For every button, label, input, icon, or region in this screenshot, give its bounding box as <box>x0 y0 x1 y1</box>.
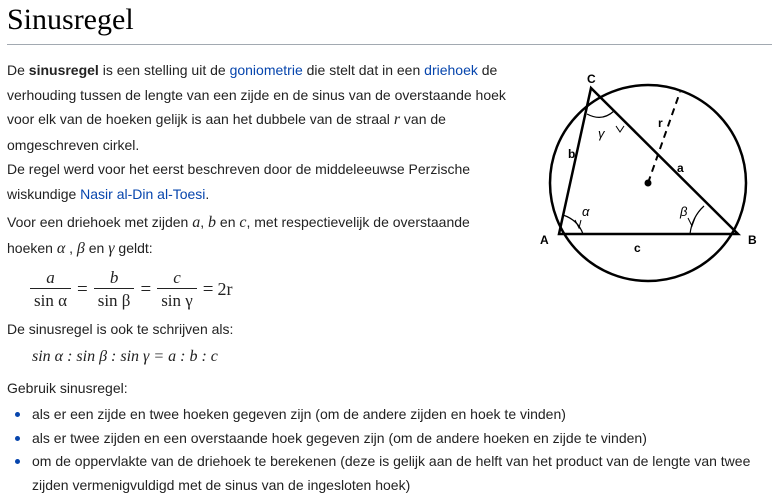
triangle-circle-figure <box>530 70 770 290</box>
side-label-b: b <box>568 147 576 161</box>
alt-form-paragraph: De sinusregel is ook te schrijven als: <box>7 321 234 337</box>
list-item <box>12 450 772 497</box>
usage-list <box>12 403 772 497</box>
var-a: a <box>192 214 201 231</box>
vertex-label-a: A <box>540 233 549 247</box>
fraction-a <box>30 268 71 311</box>
history-paragraph <box>7 157 517 206</box>
link-goniometrie[interactable]: goniometrie <box>229 62 303 78</box>
var-c: c <box>239 214 247 231</box>
formula-rhs: 2r <box>217 279 233 299</box>
arc-gamma <box>587 111 614 117</box>
side-label-c: c <box>634 241 641 255</box>
title-divider <box>7 44 772 45</box>
bullet-icon <box>15 412 20 417</box>
arrow-alpha <box>575 220 581 228</box>
definition-paragraph <box>7 210 517 261</box>
intro-text-3: die stelt dat in een <box>302 62 425 78</box>
intro-text-2: is een stelling uit de <box>98 62 230 78</box>
fraction-c-denominator: sin γ <box>157 288 197 311</box>
var-beta: β <box>76 239 85 257</box>
var-b: b <box>208 214 217 231</box>
fraction-b-denominator: sin β <box>94 288 135 311</box>
arrow-gamma <box>616 126 624 132</box>
page-title: Sinusregel <box>7 3 134 36</box>
vertex-label-b: B <box>748 233 757 247</box>
intro-paragraph <box>7 58 517 157</box>
def-sep-1: , <box>200 214 209 230</box>
def-text-5: geldt: <box>114 239 153 256</box>
fraction-c <box>157 268 197 311</box>
intro-text-4: de verhouding tussen de lengte van een zijde en de sinus van de overstaande hoek voor elk van de hoeken gelijk is aan het dubbele van de straal <box>7 62 506 127</box>
link-nasir-al-din[interactable]: Nasir al-Din al-Toesi <box>80 185 206 202</box>
fraction-b-numerator: b <box>109 268 119 287</box>
radius-line <box>648 92 680 183</box>
link-driehoek[interactable]: driehoek <box>424 62 478 78</box>
usage-heading: Gebruik sinusregel: <box>7 380 128 396</box>
list-item-text: als er twee zijden en een overstaande hoek gegeven zijn (om de andere hoeken en zijde te vinden) <box>32 429 647 446</box>
intro-text-1: De <box>7 62 29 78</box>
center-point <box>645 180 652 187</box>
sine-rule-formula <box>28 268 233 311</box>
bullet-icon <box>15 436 20 441</box>
arc-beta <box>690 206 704 234</box>
list-item <box>12 427 772 451</box>
list-item-text: als er een zijde en twee hoeken gegeven zijn (om de andere zijden en hoek te vinden) <box>32 406 566 422</box>
equals-sign-1: = <box>77 278 88 300</box>
def-sep-2: , <box>65 239 77 256</box>
var-gamma: γ <box>108 239 115 257</box>
fraction-b <box>94 268 135 311</box>
angle-label-beta: β <box>680 204 688 219</box>
equals-sign-3: = <box>202 278 214 300</box>
var-alpha: α <box>56 239 66 257</box>
term-sinusregel: sinusregel <box>28 62 99 78</box>
angle-label-gamma: γ <box>598 126 605 141</box>
ratio-formula: sin α : sin β : sin γ = a : b : c <box>32 348 218 365</box>
def-text-3: , met respectievelijk de overstaande hoeken <box>7 214 470 256</box>
intro-text-5: van de omgeschreven cirkel. <box>7 111 446 153</box>
radius-label: r <box>658 116 663 130</box>
history-text: De regel werd voor het eerst beschreven door de middeleeuwse Perzische wiskundige <box>7 161 471 202</box>
angle-label-alpha: α <box>582 204 590 219</box>
def-text-4: en <box>84 239 109 256</box>
fraction-a-denominator: sin α <box>30 288 71 311</box>
fraction-a-numerator: a <box>46 268 55 287</box>
var-r: r <box>393 111 401 128</box>
vertex-label-c: C <box>587 72 596 86</box>
fraction-c-numerator: c <box>173 268 181 287</box>
list-item <box>12 403 772 427</box>
equals-sign-2: = <box>140 278 152 300</box>
bullet-icon <box>15 459 20 464</box>
def-text-2: en <box>216 214 240 230</box>
history-period: . <box>205 185 210 202</box>
side-label-a: a <box>677 161 684 175</box>
list-item-text: om de oppervlakte van de driehoek te berekenen (deze is gelijk aan de helft van het product van de lengte van twee zijden vermenigvuldigd met de sinus van de ingesloten hoek) <box>32 453 751 493</box>
def-text-1: Voor een driehoek met zijden <box>7 214 193 230</box>
